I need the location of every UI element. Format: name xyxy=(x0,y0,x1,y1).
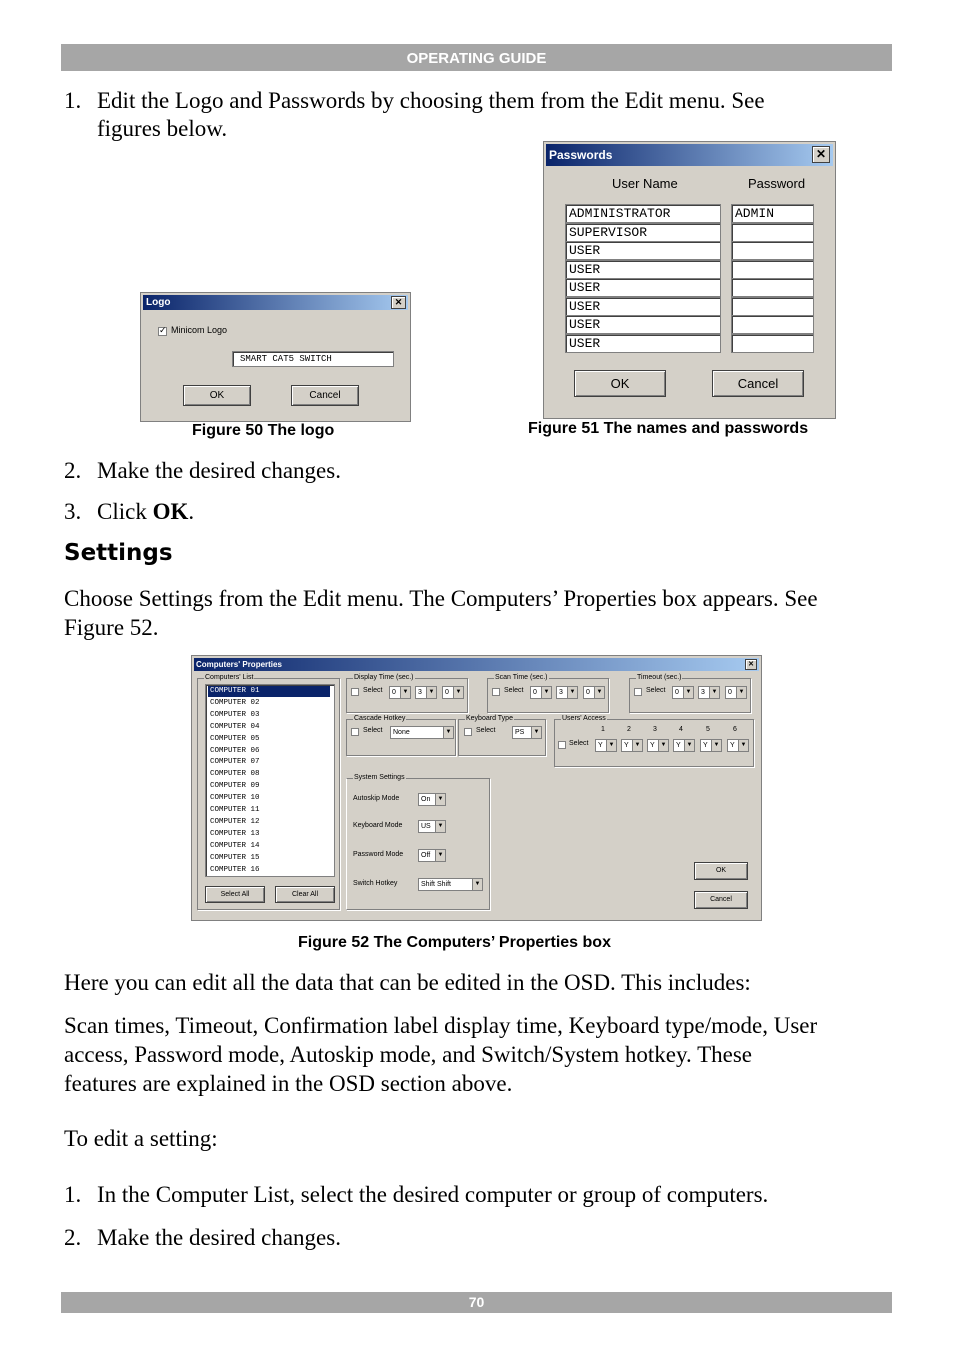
autoskip-select[interactable]: On ▼ xyxy=(418,793,446,806)
close-icon[interactable]: ✕ xyxy=(391,296,406,309)
user-access-select[interactable]: Y ▼ xyxy=(673,739,695,752)
cancel-button[interactable]: Cancel xyxy=(712,370,804,397)
group-label: Computers' List xyxy=(205,674,254,681)
group-label: System Settings xyxy=(354,774,405,781)
group-label: Timeout (sec.) xyxy=(637,674,682,681)
paragraph: access, Password mode, Autoskip mode, and Switch/System hotkey. These xyxy=(64,1042,753,1067)
step-number: 1. xyxy=(64,88,82,113)
list-item[interactable]: COMPUTER 11 xyxy=(210,806,260,814)
group-label: Display Time (sec.) xyxy=(354,674,414,681)
list-item[interactable]: COMPUTER 08 xyxy=(210,770,260,779)
select-all-button[interactable]: Select All xyxy=(205,886,265,903)
step-text: Make the desired changes. xyxy=(97,1225,341,1250)
user-access-select[interactable]: Y ▼ xyxy=(621,739,643,752)
password-field[interactable] xyxy=(731,315,814,334)
list-item[interactable]: COMPUTER 13 xyxy=(210,829,260,838)
scan-time-select-3[interactable]: 0 ▼ xyxy=(583,686,605,699)
users-access-checkbox[interactable] xyxy=(558,741,566,749)
scan-time-checkbox[interactable] xyxy=(492,688,500,696)
user-number-label: 4 xyxy=(679,726,683,733)
computers-listbox[interactable] xyxy=(205,684,335,877)
scan-time-select-2[interactable]: 3 ▼ xyxy=(556,686,578,699)
select-label: Select xyxy=(363,727,383,734)
page-number: 70 xyxy=(61,1292,892,1313)
system-settings-group xyxy=(346,774,490,910)
chevron-down-icon: ▼ xyxy=(435,821,445,832)
step-number: 1. xyxy=(64,1182,82,1207)
chevron-down-icon: ▼ xyxy=(541,687,551,698)
column-header: Password xyxy=(748,176,806,191)
password-field[interactable] xyxy=(731,278,814,297)
switch-hotkey-select[interactable]: Shift Shift ▼ xyxy=(418,878,483,891)
display-time-checkbox[interactable] xyxy=(351,688,359,696)
chevron-down-icon: ▼ xyxy=(567,687,577,698)
group-label: Keyboard Type xyxy=(466,715,513,722)
keyboard-mode-label: Keyboard Mode xyxy=(353,822,403,829)
list-item[interactable]: COMPUTER 04 xyxy=(210,722,260,731)
chevron-down-icon: ▼ xyxy=(684,740,694,751)
dialog-title: Passwords xyxy=(546,144,833,166)
chevron-down-icon: ▼ xyxy=(435,794,445,805)
passwords-dialog xyxy=(543,141,836,419)
timeout-select-1[interactable]: 0 ▼ xyxy=(672,686,694,699)
password-field[interactable] xyxy=(731,297,814,316)
column-header: User Name xyxy=(612,176,678,191)
group-label: Users' Access xyxy=(562,715,606,722)
group-label: Cascade Hotkey xyxy=(354,715,406,722)
chevron-down-icon: ▼ xyxy=(435,850,445,861)
scan-time-select-1[interactable]: 0 ▼ xyxy=(530,686,552,699)
timeout-select-3[interactable]: 0 ▼ xyxy=(725,686,747,699)
keyboard-type-select[interactable]: PS ▼ xyxy=(512,726,542,739)
display-time-select-1[interactable]: 0 ▼ xyxy=(389,686,411,699)
chevron-down-icon: ▼ xyxy=(711,740,721,751)
figure-caption: Figure 51 The names and passwords xyxy=(528,420,809,437)
ok-button[interactable]: OK xyxy=(183,385,251,406)
list-item[interactable]: COMPUTER 03 xyxy=(210,710,260,719)
user-name-field[interactable]: SUPERVISOR xyxy=(565,223,721,242)
figure-caption: Figure 52 The Computers’ Properties box xyxy=(298,934,611,951)
logo-dialog xyxy=(140,292,411,422)
list-item[interactable]: COMPUTER 14 xyxy=(210,841,260,850)
cascade-hotkey-group xyxy=(346,715,456,756)
user-name-field[interactable]: USER xyxy=(565,315,721,334)
chevron-down-icon: ▼ xyxy=(400,687,410,698)
cascade-checkbox[interactable] xyxy=(351,728,359,736)
timeout-checkbox[interactable] xyxy=(634,688,642,696)
chevron-down-icon: ▼ xyxy=(472,879,482,890)
chevron-down-icon: ▼ xyxy=(594,687,604,698)
chevron-down-icon: ▼ xyxy=(632,740,642,751)
paragraph: Figure 52. xyxy=(64,615,159,640)
user-name-field[interactable]: USER xyxy=(565,260,721,279)
user-name-field[interactable]: ADMINISTRATOR xyxy=(565,204,721,223)
switch-hotkey-label: Switch Hotkey xyxy=(353,880,398,887)
paragraph: Scan times, Timeout, Confirmation label display time, Keyboard type/mode, User xyxy=(64,1013,818,1038)
chevron-down-icon: ▼ xyxy=(453,687,463,698)
keyboard-mode-select[interactable]: US ▼ xyxy=(418,820,446,833)
chevron-down-icon: ▼ xyxy=(709,687,719,698)
chevron-down-icon: ▼ xyxy=(443,727,453,738)
logo-text-input[interactable]: SMART CAT5 SWITCH xyxy=(232,351,394,367)
cascade-hotkey-select[interactable]: None ▼ xyxy=(390,726,454,739)
user-name-field[interactable]: USER xyxy=(565,334,721,353)
checkbox-label: Minicom Logo xyxy=(171,325,228,335)
display-time-select-2[interactable]: 3 ▼ xyxy=(415,686,437,699)
user-name-field[interactable]: USER xyxy=(565,278,721,297)
figure-caption: Figure 50 The logo xyxy=(192,422,335,439)
ok-button[interactable]: OK xyxy=(574,370,666,397)
chevron-down-icon: ▼ xyxy=(531,727,541,738)
user-access-select[interactable]: Y ▼ xyxy=(647,739,669,752)
paragraph: To edit a setting: xyxy=(64,1126,218,1151)
step-number: 2. xyxy=(64,458,82,483)
step-text: Click OK. xyxy=(97,499,195,524)
step-text: Make the desired changes. xyxy=(97,458,341,483)
dialog-title: Computers' Properties xyxy=(194,658,759,671)
list-item[interactable]: COMPUTER 01 xyxy=(208,686,330,697)
user-number-label: 3 xyxy=(653,726,657,733)
step-text: figures below. xyxy=(97,116,228,141)
chevron-down-icon: ▼ xyxy=(426,687,436,698)
display-time-select-3[interactable]: 0 ▼ xyxy=(442,686,464,699)
select-label: Select xyxy=(646,687,666,694)
password-field[interactable] xyxy=(731,223,814,242)
close-icon[interactable]: ✕ xyxy=(812,146,830,163)
timeout-select-2[interactable]: 3 ▼ xyxy=(698,686,720,699)
page-header: OPERATING GUIDE xyxy=(61,44,892,71)
list-item[interactable]: COMPUTER 12 xyxy=(210,817,260,826)
password-mode-select[interactable]: Off ▼ xyxy=(418,849,446,862)
computers-properties-dialog xyxy=(191,655,762,921)
chevron-down-icon: ▼ xyxy=(606,740,616,751)
chevron-down-icon: ▼ xyxy=(683,687,693,698)
timeout-group xyxy=(629,674,751,713)
paragraph: Here you can edit all the data that can be edited in the OSD. This includes: xyxy=(64,970,751,995)
user-access-select[interactable]: Y ▼ xyxy=(595,739,617,752)
scan-time-group xyxy=(487,674,609,713)
step-text: Edit the Logo and Passwords by choosing them from the Edit menu. See xyxy=(97,88,765,113)
group-label: Scan Time (sec.) xyxy=(495,674,548,681)
select-label: Select xyxy=(363,687,383,694)
user-number-label: 2 xyxy=(627,726,631,733)
password-field[interactable]: ADMIN xyxy=(731,204,814,223)
user-name-field[interactable]: USER xyxy=(565,297,721,316)
autoskip-label: Autoskip Mode xyxy=(353,795,400,802)
logo-checkbox[interactable]: ✓ xyxy=(159,325,167,335)
paragraph: features are explained in the OSD section above. xyxy=(64,1071,513,1096)
user-access-select[interactable]: Y ▼ xyxy=(700,739,722,752)
user-number-label: 1 xyxy=(601,726,605,733)
list-item[interactable]: COMPUTER 07 xyxy=(210,758,260,767)
list-item[interactable]: COMPUTER 15 xyxy=(210,853,260,862)
chevron-down-icon: ▼ xyxy=(736,687,746,698)
step-number: 2. xyxy=(64,1225,82,1250)
cancel-button[interactable]: Cancel xyxy=(694,891,748,909)
user-access-select[interactable]: Y ▼ xyxy=(727,739,749,752)
user-number-label: 6 xyxy=(733,726,737,733)
section-heading: Settings xyxy=(64,540,173,566)
password-field[interactable] xyxy=(731,241,814,260)
password-mode-label: Password Mode xyxy=(353,851,404,858)
close-icon[interactable]: ✕ xyxy=(745,659,757,670)
select-label: Select xyxy=(476,727,496,734)
keyboard-type-checkbox[interactable] xyxy=(464,728,472,736)
list-item[interactable]: COMPUTER 06 xyxy=(210,746,260,755)
step-text: In the Computer List, select the desired computer or group of computers. xyxy=(97,1182,769,1207)
chevron-down-icon: ▼ xyxy=(738,740,748,751)
list-item[interactable]: COMPUTER 02 xyxy=(210,698,260,707)
password-field[interactable] xyxy=(731,260,814,279)
step-number: 3. xyxy=(64,499,82,524)
dialog-title: Logo xyxy=(143,295,408,310)
list-item[interactable]: COMPUTER 09 xyxy=(210,782,260,791)
paragraph: Choose Settings from the Edit menu. The Computers’ Properties box appears. See xyxy=(64,586,818,611)
ok-button[interactable]: OK xyxy=(694,862,748,880)
password-field[interactable] xyxy=(731,334,814,353)
users-access-group xyxy=(554,715,754,767)
cancel-button[interactable]: Cancel xyxy=(291,385,359,406)
chevron-down-icon: ▼ xyxy=(658,740,668,751)
select-label: Select xyxy=(569,740,589,747)
clear-all-button[interactable]: Clear All xyxy=(275,886,335,903)
user-name-field[interactable]: USER xyxy=(565,241,721,260)
list-item[interactable]: COMPUTER 10 xyxy=(210,794,260,803)
keyboard-type-group xyxy=(458,715,546,756)
select-label: Select xyxy=(504,687,524,694)
list-item[interactable]: COMPUTER 05 xyxy=(210,734,260,743)
display-time-group xyxy=(346,674,468,713)
user-number-label: 5 xyxy=(706,726,710,733)
list-item[interactable]: COMPUTER 16 xyxy=(210,865,260,874)
